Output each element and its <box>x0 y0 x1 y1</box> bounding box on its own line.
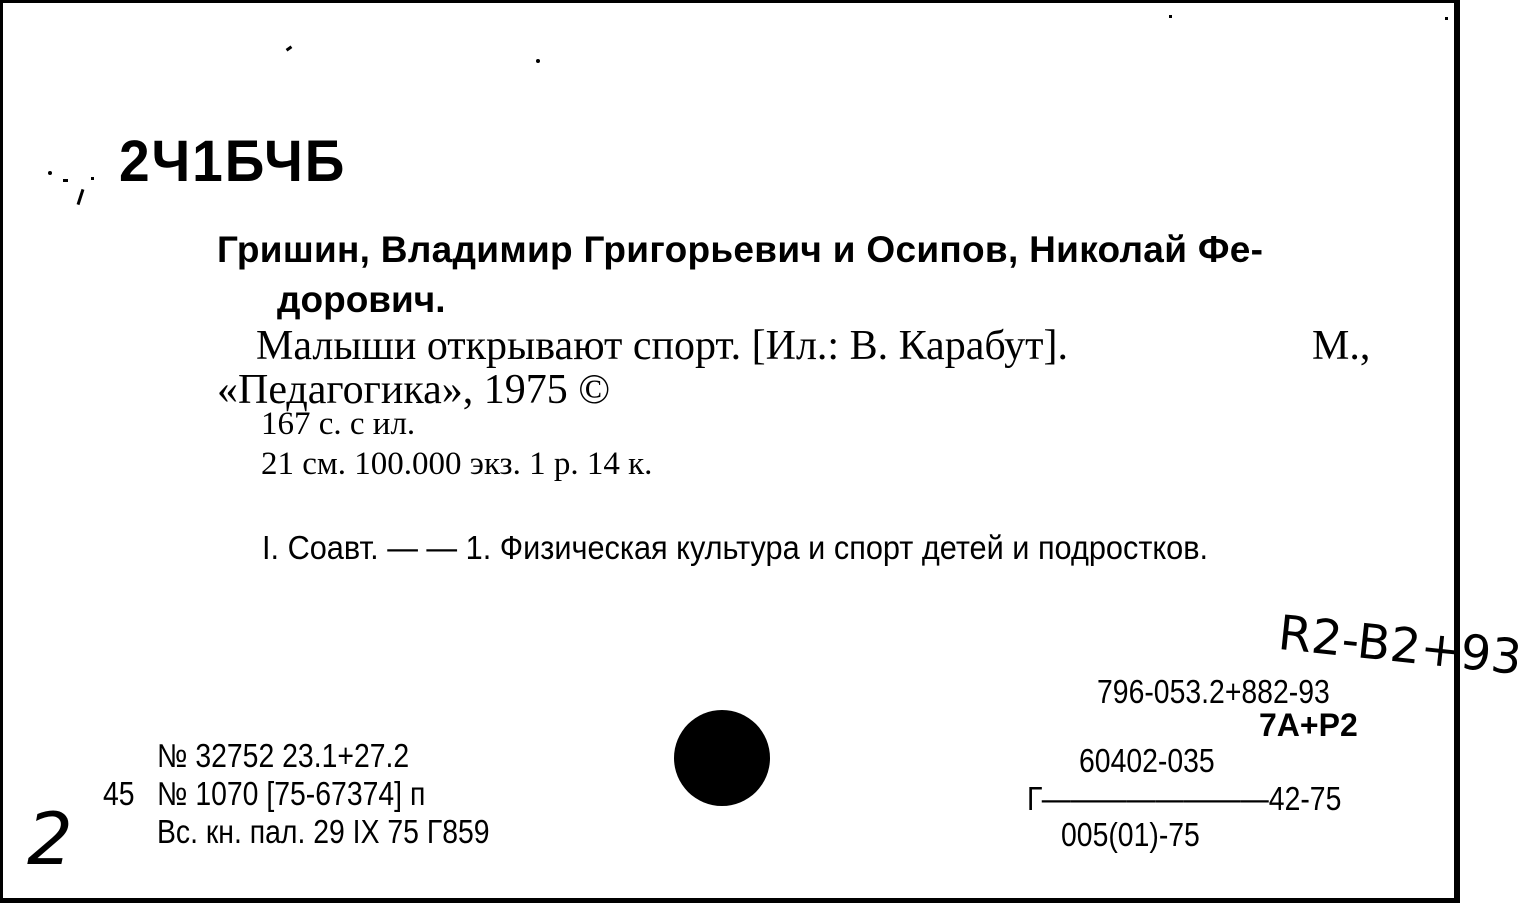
title-line-1-end: М., <box>1312 323 1371 369</box>
ink-speck <box>77 189 85 205</box>
handwritten-class-mark: R2-B2+93 <box>1275 605 1524 687</box>
code-line-3: 005(01)-75 <box>1061 816 1200 853</box>
punch-hole <box>674 710 770 806</box>
code-line-2: Г————————42-75 <box>1027 780 1342 817</box>
title-line-1: Малыши открывают спорт. [Ил.: В. Карабут]. <box>256 323 1068 369</box>
handwritten-mark: 2 <box>27 797 73 881</box>
ink-speck <box>286 46 293 52</box>
publisher-line: «Педагогика», 1975 © <box>217 367 611 413</box>
inventory-number: 2Ч1БЧБ <box>119 129 347 194</box>
author-line-2: дорович. <box>277 279 446 320</box>
printed-line: Вс. кн. пал. 29 IX 75 Г859 <box>157 813 490 850</box>
ink-speck <box>1169 15 1172 18</box>
number-line-2-lead: 45 <box>103 775 135 812</box>
ink-speck <box>91 177 94 180</box>
ink-speck <box>536 59 540 63</box>
code-line-1: 60402-035 <box>1079 742 1215 779</box>
author-line-1: Гришин, Владимир Григорьевич и Осипов, Николай Фе- <box>217 229 1264 270</box>
bbk-code: 7А+Р2 <box>1259 707 1358 743</box>
ink-speck <box>48 171 52 175</box>
pages-info: 167 с. с ил. <box>261 406 416 442</box>
udc-code: 796-053.2+882-93 <box>1097 673 1330 710</box>
format-info: 21 см. 100.000 экз. 1 р. 14 к. <box>261 446 653 482</box>
subject-line: I. Соавт. — — 1. Физическая культура и спорт детей и подростков. <box>262 529 1209 566</box>
number-line-2: № 1070 [75-67374] п <box>157 775 426 812</box>
number-line-1: № 32752 23.1+27.2 <box>157 737 410 774</box>
ink-speck <box>63 179 68 182</box>
ink-speck <box>1445 17 1448 20</box>
